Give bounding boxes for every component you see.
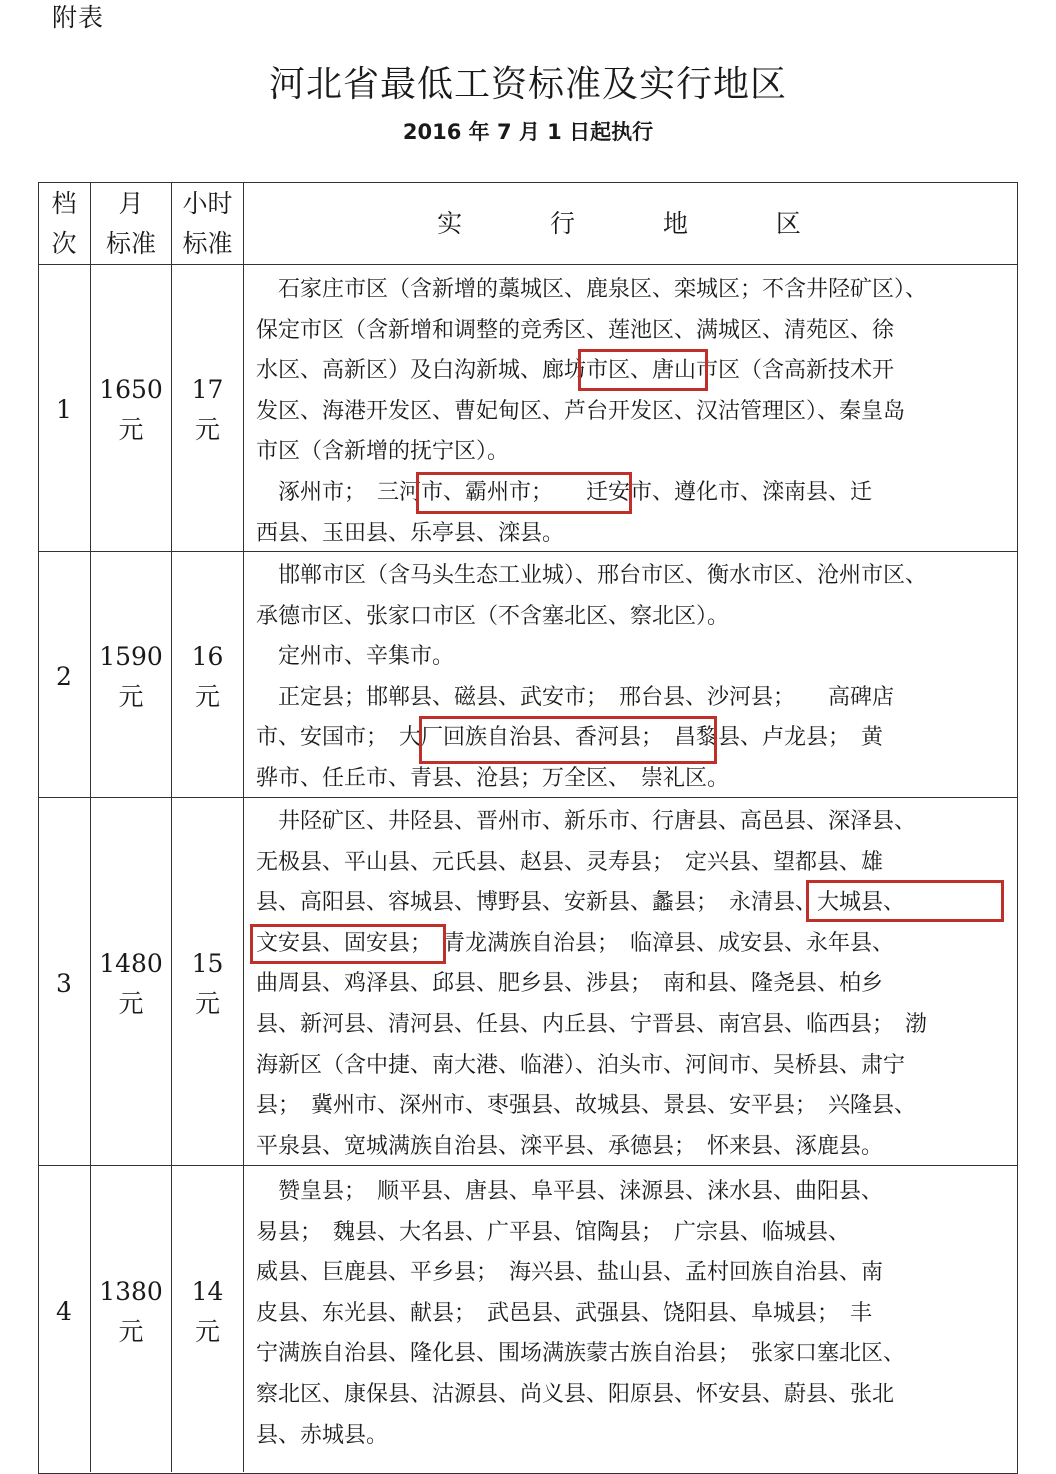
area-line: 发区、海港开发区、曹妃甸区、芦台开发区、汉沽管理区）、秦皇岛 [256,398,906,424]
page-title: 河北省最低工资标准及实行地区 [268,64,787,105]
row2-hourly: 16 元 [191,642,224,711]
highlight-box [416,472,632,514]
area-line: 石家庄市区（含新增的藁城区、鹿泉区、栾城区；不含井陉矿区）、 [256,277,928,302]
area-line: 县； 冀州市、深州市、枣强县、故城县、景县、安平县； 兴隆县、 [256,1093,917,1119]
area-line: 县、高阳县、容城县、博野县、安新县、蠡县； 永清县、大城县、 [256,890,906,916]
row1-monthly: 1650 元 [99,375,163,444]
row4-hourly: 14 元 [191,1277,224,1346]
column-divider [243,182,244,1472]
highlight-box [250,924,446,964]
highlight-box [578,349,708,391]
area-line: 宁满族自治县、隆化县、围场满族蒙古族自治县； 张家口塞北区、 [256,1341,906,1367]
area-line: 赞皇县； 顺平县、唐县、阜平县、涞源县、涞水县、曲阳县、 [256,1179,884,1204]
area-line: 正定县；邯郸县、磁县、武安市； 邢台县、沙河县； 高碑店 [256,684,895,710]
row2-tier: 2 [56,662,72,691]
area-line: 皮县、东光县、献县； 武邑县、武强县、饶阳县、阜城县； 丰 [256,1300,873,1326]
area-line: 市区（含新增的抚宁区）。 [256,439,510,465]
area-line: 平泉县、宽城满族自治县、滦平县、承德县； 怀来县、涿鹿县。 [256,1133,884,1159]
area-line: 文安县、固安县； 青龙满族自治县； 临漳县、成安县、永年县、 [256,930,895,956]
area-line: 县、新河县、清河县、任县、内丘县、宁晋县、南宫县、临西县； 渤 [256,1011,928,1037]
header-area: 实 行 地 区 [437,209,825,238]
row-divider [38,264,1018,265]
row4-monthly: 1380 元 [99,1277,163,1346]
area-line: 承德市区、张家口市区（不含塞北区、察北区）。 [256,603,730,629]
wage-table [38,182,1018,1455]
area-line: 察北区、康保县、沽源县、尚义县、阳原县、怀安县、蔚县、张北 [256,1381,895,1407]
appendix-label: 附表 [52,3,105,32]
area-line: 威县、巨鹿县、平乡县； 海兴县、盐山县、孟村回族自治县、南 [256,1260,884,1286]
area-line: 无极县、平山县、元氏县、赵县、灵寿县； 定兴县、望都县、雄 [256,849,884,875]
area-line: 曲周县、鸡泽县、邱县、肥乡县、涉县； 南和县、隆尧县、柏乡 [256,971,884,997]
row3-hourly: 15 元 [191,949,224,1018]
row1-hourly: 17 元 [191,375,224,444]
row4-areas [256,1172,1006,1456]
area-line: 保定市区（含新增和调整的竞秀区、莲池区、满城区、清苑区、徐 [256,317,895,343]
area-line: 井陉矿区、井陉县、晋州市、新乐市、行唐县、高邑县、深泽县、 [256,809,917,834]
header-hourly: 小时 标准 [182,189,233,258]
area-line: 易县； 魏县、大名县、广平县、馆陶县； 广宗县、临城县、 [256,1219,851,1245]
header-tier: 档 次 [51,189,77,258]
area-line: 定州市、辛集市。 [256,644,455,670]
page-subtitle: 2016 年 7 月 1 日起执行 [402,120,654,144]
header-monthly: 月 标准 [105,189,156,258]
row1-tier: 1 [56,395,72,424]
row4-tier: 4 [56,1297,72,1326]
highlight-box [806,880,1004,922]
area-line: 水区、高新区）及白沟新城、廊坊市区、唐山市区（含高新技术开 [256,358,895,384]
area-line: 县、赤城县。 [256,1422,389,1448]
area-line: 邯郸市区（含马头生态工业城）、邢台市区、衡水市区、沧州市区、 [256,563,928,588]
row3-areas [256,802,1006,1167]
area-line: 市、安国市； 大厂回族自治县、香河县； 昌黎县、卢龙县； 黄 [256,725,884,751]
row2-monthly: 1590 元 [99,642,163,711]
highlight-box [419,716,717,764]
area-line: 涿州市； 三河市、霸州市； 迁安市、遵化市、滦南县、迁 [256,479,873,505]
area-line: 骅市、任丘市、青县、沧县；万全区、 崇礼区。 [256,765,730,791]
area-line: 西县、玉田县、乐亭县、滦县。 [256,520,565,546]
row3-monthly: 1480 元 [99,949,163,1018]
area-line: 海新区（含中捷、南大港、临港）、泊头市、河间市、吴桥县、肃宁 [256,1052,906,1078]
row3-tier: 3 [56,969,72,998]
